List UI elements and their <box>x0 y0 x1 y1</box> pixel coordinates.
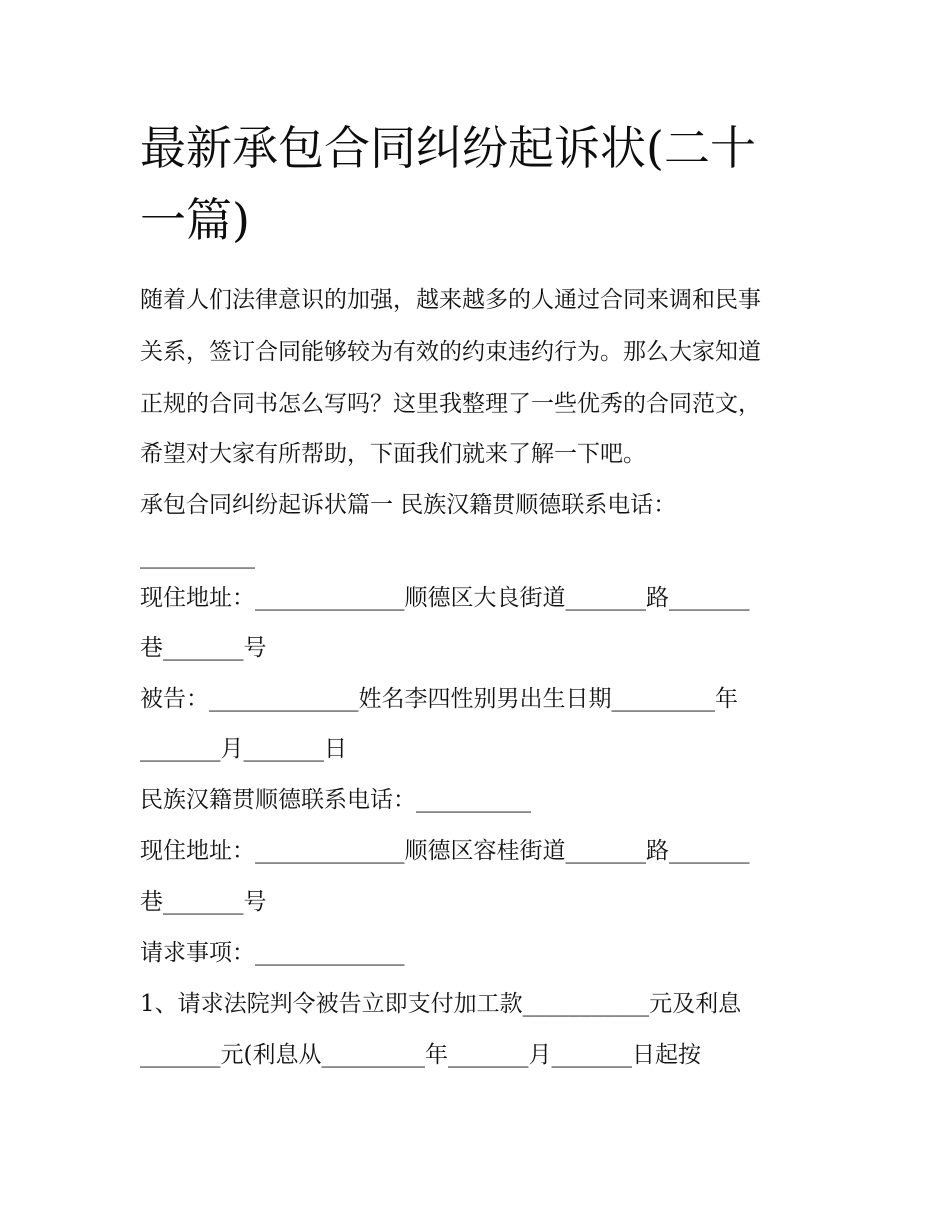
body-line: _______元(利息从_________年_______月_______日起按 <box>140 1042 701 1068</box>
document-title <box>140 112 830 256</box>
body-line: 巷_______号 <box>140 889 267 915</box>
body-line: 被告：_____________姓名李四性别男出生日期_________年 <box>140 686 738 712</box>
body-line: 现住地址：_____________顺德区大良街道_______路_______ <box>140 585 750 611</box>
intro-line: 正规的合同书怎么写吗？这里我整理了一些优秀的合同范文， <box>140 391 761 417</box>
intro-line: 关系，签订合同能够较为有效的约束违约行为。那么大家知道 <box>140 339 761 365</box>
body-line: 承包合同纠纷起诉状篇一 民族汉籍贯顺德联系电话： <box>140 492 677 518</box>
body-line: __________ <box>140 543 255 569</box>
title-line-1: 最新承包合同纠纷起诉状(二十 <box>140 121 756 175</box>
intro-line: 希望对大家有所帮助，下面我们就来了解一下吧。 <box>140 441 646 467</box>
title-line-2: 一篇) <box>140 193 250 247</box>
body-line: 巷_______号 <box>140 635 267 661</box>
intro-line: 随着人们法律意识的加强，越来越多的人通过合同来调和民事 <box>140 287 761 313</box>
body-line: 民族汉籍贯顺德联系电话：__________ <box>140 787 531 813</box>
body-line: _______月_______日 <box>140 736 347 762</box>
body-line: 请求事项：_____________ <box>140 940 405 966</box>
body-line: 1、请求法院判令被告立即支付加工款___________元及利息 <box>140 991 742 1017</box>
body-line: 现住地址：_____________顺德区容桂街道_______路_______ <box>140 838 750 864</box>
